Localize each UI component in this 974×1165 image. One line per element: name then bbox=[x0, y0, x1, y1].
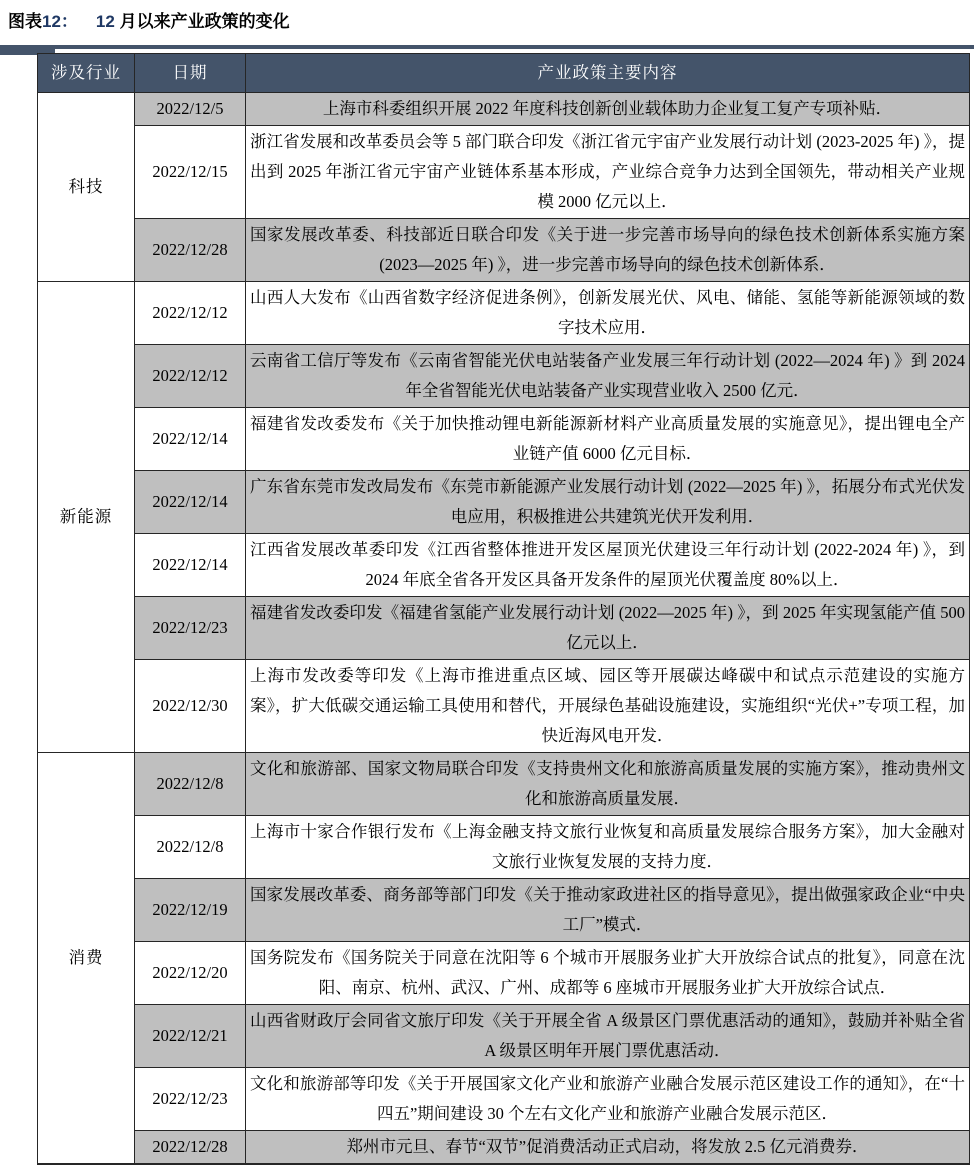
content-cell: 广东省东莞市发改局发布《东莞市新能源产业发展行动计划 (2022—2025 年) 》，拓展分布式光伏发电应用，积极推进公共建筑光伏开发利用． bbox=[246, 471, 970, 534]
date-cell: 2022/12/28 bbox=[135, 1131, 246, 1165]
industry-cell: 新能源 bbox=[38, 282, 135, 753]
table-row bbox=[38, 282, 970, 345]
table-row bbox=[38, 879, 970, 942]
header-row bbox=[38, 54, 970, 93]
date-cell: 2022/12/30 bbox=[135, 660, 246, 753]
industry-cell: 科技 bbox=[38, 93, 135, 282]
figure-caption bbox=[8, 7, 290, 32]
table-row bbox=[38, 597, 970, 660]
content-cell: 国家发展改革委、商务部等部门印发《关于推动家政进社区的指导意见》，提出做强家政企业“中央工厂”模式． bbox=[246, 879, 970, 942]
date-cell: 2022/12/12 bbox=[135, 345, 246, 408]
table-row bbox=[38, 1005, 970, 1068]
date-cell: 2022/12/14 bbox=[135, 534, 246, 597]
horizontal-rule bbox=[0, 45, 974, 49]
table-row bbox=[38, 126, 970, 219]
content-cell: 云南省工信厅等发布《云南省智能光伏电站装备产业发展三年行动计划 (2022—2024 年) 》到 2024 年全省智能光伏电站装备产业实现营业收入 2500 亿元． bbox=[246, 345, 970, 408]
column-header-content: 产业政策主要内容 bbox=[246, 54, 970, 93]
table-row bbox=[38, 1068, 970, 1131]
table-row bbox=[38, 345, 970, 408]
table-row bbox=[38, 660, 970, 753]
content-cell: 江西省发展改革委印发《江西省整体推进开发区屋顶光伏建设三年行动计划 (2022-2024 年) 》，到 2024 年底全省各开发区具备开发条件的屋顶光伏覆盖度 80%以上． bbox=[246, 534, 970, 597]
date-cell: 2022/12/8 bbox=[135, 753, 246, 816]
title-number: 12 bbox=[95, 12, 115, 31]
date-cell: 2022/12/8 bbox=[135, 816, 246, 879]
content-cell: 上海市科委组织开展 2022 年度科技创新创业载体助力企业复工复产专项补贴． bbox=[246, 93, 970, 126]
table-row bbox=[38, 753, 970, 816]
date-cell: 2022/12/19 bbox=[135, 879, 246, 942]
date-cell: 2022/12/14 bbox=[135, 471, 246, 534]
table-row bbox=[38, 219, 970, 282]
column-header-date: 日期 bbox=[135, 54, 246, 93]
date-cell: 2022/12/23 bbox=[135, 1068, 246, 1131]
policy-table bbox=[37, 53, 970, 1165]
date-cell: 2022/12/23 bbox=[135, 597, 246, 660]
table-header bbox=[38, 54, 970, 93]
content-cell: 福建省发改委印发《福建省氢能产业发展行动计划 (2022—2025 年) 》，到 2025 年实现氢能产值 500 亿元以上． bbox=[246, 597, 970, 660]
date-cell: 2022/12/21 bbox=[135, 1005, 246, 1068]
content-cell: 山西人大发布《山西省数字经济促进条例》，创新发展光伏、风电、储能、氢能等新能源领域的数字技术应用． bbox=[246, 282, 970, 345]
table-body bbox=[38, 93, 970, 1165]
date-cell: 2022/12/28 bbox=[135, 219, 246, 282]
content-cell: 国家发展改革委、科技部近日联合印发《关于进一步完善市场导向的绿色技术创新体系实施方案 (2023—2025 年) 》，进一步完善市场导向的绿色技术创新体系． bbox=[246, 219, 970, 282]
date-cell: 2022/12/20 bbox=[135, 942, 246, 1005]
date-cell: 2022/12/14 bbox=[135, 408, 246, 471]
figure-label: 图表 bbox=[8, 12, 42, 31]
content-cell: 浙江省发展和改革委员会等 5 部门联合印发《浙江省元宇宙产业发展行动计划 (2023-2025 年) 》，提出到 2025 年浙江省元宇宙产业链体系基本形成，产业综合竞争力达到全国领先，带动相关产业规模 2000 亿元以上． bbox=[246, 126, 970, 219]
content-cell: 郑州市元旦、春节“双节”促消费活动正式启动，将发放 2.5 亿元消费券． bbox=[246, 1131, 970, 1165]
figure-title: 月以来产业政策的变化 bbox=[119, 12, 290, 31]
table-row bbox=[38, 534, 970, 597]
table-row bbox=[38, 471, 970, 534]
industry-cell: 消费 bbox=[38, 753, 135, 1165]
table-row bbox=[38, 942, 970, 1005]
date-cell: 2022/12/5 bbox=[135, 93, 246, 126]
content-cell: 福建省发改委发布《关于加快推动锂电新能源新材料产业高质量发展的实施意见》，提出锂电全产业链产值 6000 亿元目标． bbox=[246, 408, 970, 471]
content-cell: 上海市十家合作银行发布《上海金融支持文旅行业恢复和高质量发展综合服务方案》，加大金融对文旅行业恢复发展的支持力度． bbox=[246, 816, 970, 879]
table-row bbox=[38, 1131, 970, 1165]
table-row bbox=[38, 816, 970, 879]
column-header-industry: 涉及行业 bbox=[38, 54, 135, 93]
date-cell: 2022/12/15 bbox=[135, 126, 246, 219]
content-cell: 文化和旅游部、国家文物局联合印发《支持贵州文化和旅游高质量发展的实施方案》，推动贵州文化和旅游高质量发展． bbox=[246, 753, 970, 816]
content-cell: 文化和旅游部等印发《关于开展国家文化产业和旅游产业融合发展示范区建设工作的通知》，在“十四五”期间建设 30 个左右文化产业和旅游产业融合发展示范区． bbox=[246, 1068, 970, 1131]
content-cell: 上海市发改委等印发《上海市推进重点区域、园区等开展碳达峰碳中和试点示范建设的实施方案》，扩大低碳交通运输工具使用和替代，开展绿色基础设施建设，实施组织“光伏+”专项工程，加快近海风电开发． bbox=[246, 660, 970, 753]
table-row bbox=[38, 408, 970, 471]
figure-number: 12： bbox=[42, 12, 78, 31]
date-cell: 2022/12/12 bbox=[135, 282, 246, 345]
table-row bbox=[38, 93, 970, 126]
content-cell: 国务院发布《国务院关于同意在沈阳等 6 个城市开展服务业扩大开放综合试点的批复》，同意在沈阳、南京、杭州、武汉、广州、成都等 6 座城市开展服务业扩大开放综合试点． bbox=[246, 942, 970, 1005]
content-cell: 山西省财政厅会同省文旅厅印发《关于开展全省 A 级景区门票优惠活动的通知》，鼓励并补贴全省 A 级景区明年开展门票优惠活动． bbox=[246, 1005, 970, 1068]
